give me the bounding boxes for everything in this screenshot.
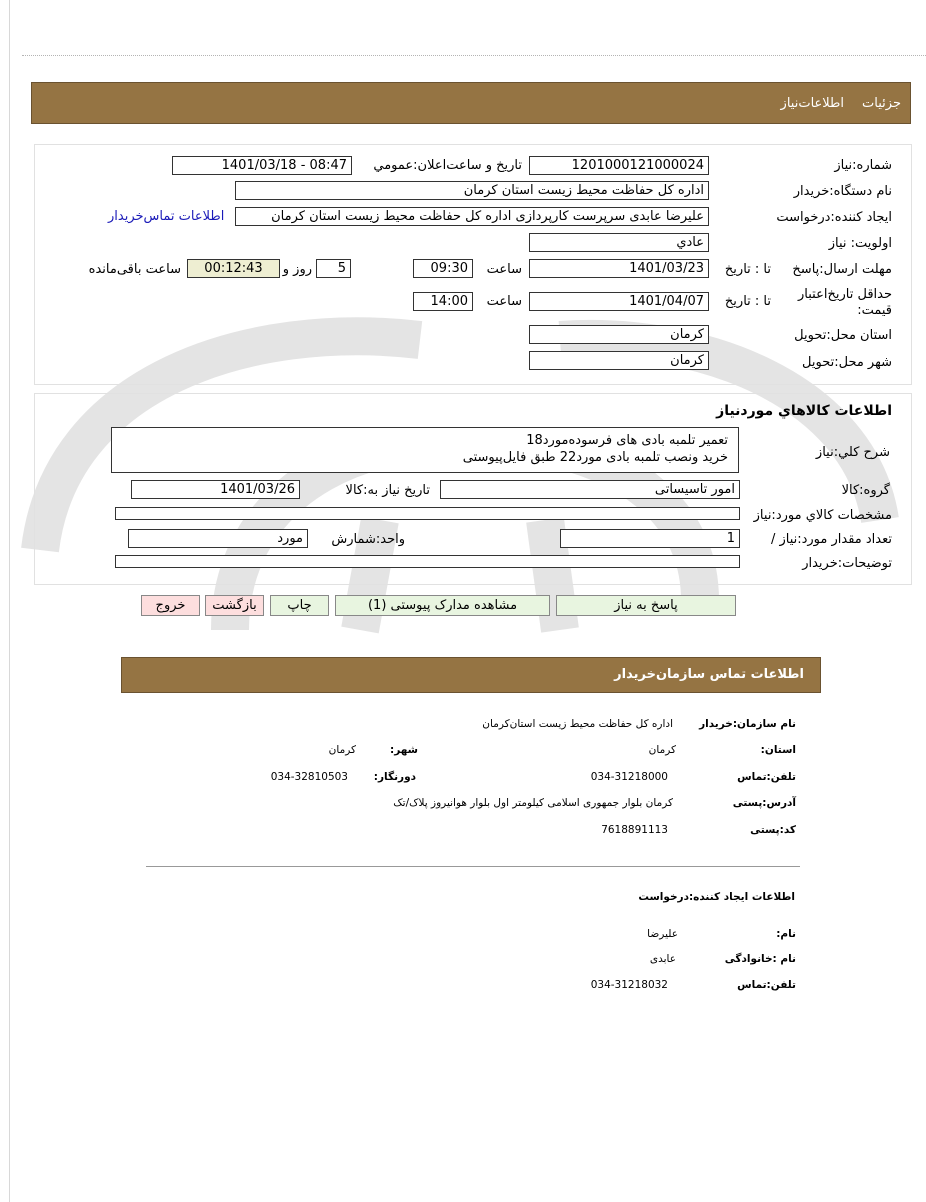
exit-button[interactable]: خروج [141,595,200,616]
creator-field: علیرضا عابدی سرپرست کارپردازی اداره کل حفاظت محیط زیست استان کرمان [235,207,709,226]
buyer-org-label: نام دستگاه:خریدار [793,184,892,199]
contact-postal-label: کد:پستی [750,824,796,836]
description-label: شرح کلي:نياز [815,445,890,460]
validity-time-label: ساعت [486,294,522,309]
deadline-label: مهلت ارسال:پاسخ [792,262,892,277]
buyer-contact-header [121,657,821,693]
contact-postal-value: 7618891113 [601,824,668,836]
contact-fax-label: :دورنگار [373,771,416,783]
deadline-date-field: 1401/03/23 [529,259,709,278]
announce-field: 1401/03/18 - 08:47 [172,156,352,175]
goods-section-title: اطلاعات کالاهاي موردنياز [716,403,892,419]
priority-label: اولویت: نیاز [828,236,892,251]
creator-label: ایجاد کننده:درخواست [776,210,892,225]
days-label: روز و [282,262,312,277]
contact-phone-label: تلفن:تماس [737,771,796,783]
requester-phone-value: 034-31218032 [590,979,668,991]
back-button[interactable]: بازگشت [205,595,264,616]
need-number-label: شماره:نیاز [834,158,892,173]
quantity-label: / تعداد مقدار مورد:نياز [770,532,892,547]
announce-label: تاریخ و ساعت‌اعلان:عمومي [373,158,522,173]
specs-label: مشخصات کالاي مورد:نياز [753,508,892,523]
tab-details[interactable]: جزئیات [862,96,901,111]
unit-label: واحد:شمارش [331,532,405,547]
description-box [111,427,739,473]
requester-name-label: :نام [776,928,796,940]
province-field: کرمان [529,325,709,344]
description-line-1: تعمیر تلمبه بادی های فرسوده‌مورد18 [526,433,728,448]
view-attachments-button[interactable]: مشاهده مدارک پیوستی (1) [335,595,550,616]
respond-button[interactable]: پاسخ به نیاز [556,595,736,616]
contact-org-label: نام سازمان:خریدار [699,718,796,730]
unit-field: مورد [128,529,308,548]
contact-address-label: آدرس:پستی [732,797,796,809]
requester-title: اطلاعات ایجاد کننده:درخواست [638,891,795,903]
validity-label-line1: حداقل تاریخ‌اعتبار [798,287,892,302]
city-label: شهر محل:تحویل [802,355,892,370]
description-line-2: خرید ونصب تلمبه بادی مورد22 طبق فایل‌پیوستی [462,450,728,465]
contact-city-value: کرمان [328,744,356,756]
validity-date-field: 1401/04/07 [529,292,709,311]
notes-field [115,555,740,568]
deadline-time-label: ساعت [486,262,522,277]
contact-address-value: کرمان بلوار جمهوری اسلامی کیلومتر اول بلوار هوانیروز پلاک/تک [393,797,673,809]
requester-family-label: نام :خانوادگی [724,953,796,965]
priority-field: عادي [529,233,709,252]
validity-to-date-label: تا : تاریخ [724,294,771,309]
city-field: کرمان [529,351,709,370]
page-header [31,82,911,124]
top-dotted-divider [22,55,926,56]
deadline-to-date-label: تا : تاریخ [724,262,771,277]
buyer-contact-link[interactable]: اطلاعات تماس‌خریدار [108,209,225,224]
group-field: امور تاسیساتی [440,480,740,499]
specs-field [115,507,740,520]
contact-province-value: کرمان [648,744,676,756]
remaining-label: ساعت باقی‌مانده [88,262,181,277]
tab-need-info[interactable]: اطلاعات‌نیاز [780,96,844,111]
section-divider [146,866,800,867]
validity-label-line2: :قیمت [857,303,892,318]
quantity-field: 1 [560,529,740,548]
contact-org-value: اداره کل حفاظت محیط زیست استان‌کرمان [482,718,673,730]
need-date-label: تاریخ نیاز به:کالا [345,483,430,498]
contact-fax-value: 034-32810503 [270,771,348,783]
requester-name-value: علیرضا [647,928,678,940]
group-label: گروه:کالا [841,483,890,498]
remaining-time-field: 00:12:43 [187,259,280,278]
notes-label: توضیحات:خریدار [802,556,892,571]
need-number-field: 1201000121000024 [529,156,709,175]
print-button[interactable]: چاپ [270,595,329,616]
contact-phone-value: 034-31218000 [590,771,668,783]
requester-family-value: عابدی [649,953,676,965]
contact-province-label: :استان [760,744,796,756]
buyer-contact-title: اطلاعات تماس سازمان‌خریدار [614,667,804,682]
need-date-field: 1401/03/26 [131,480,300,499]
validity-time-field: 14:00 [413,292,473,311]
deadline-time-field: 09:30 [413,259,473,278]
days-remaining-field: 5 [316,259,351,278]
province-label: استان محل:تحویل [794,328,892,343]
requester-phone-label: تلفن:تماس [737,979,796,991]
contact-city-label: :شهر [390,744,418,756]
buyer-org-field: اداره کل حفاظت محیط زیست استان کرمان [235,181,709,200]
